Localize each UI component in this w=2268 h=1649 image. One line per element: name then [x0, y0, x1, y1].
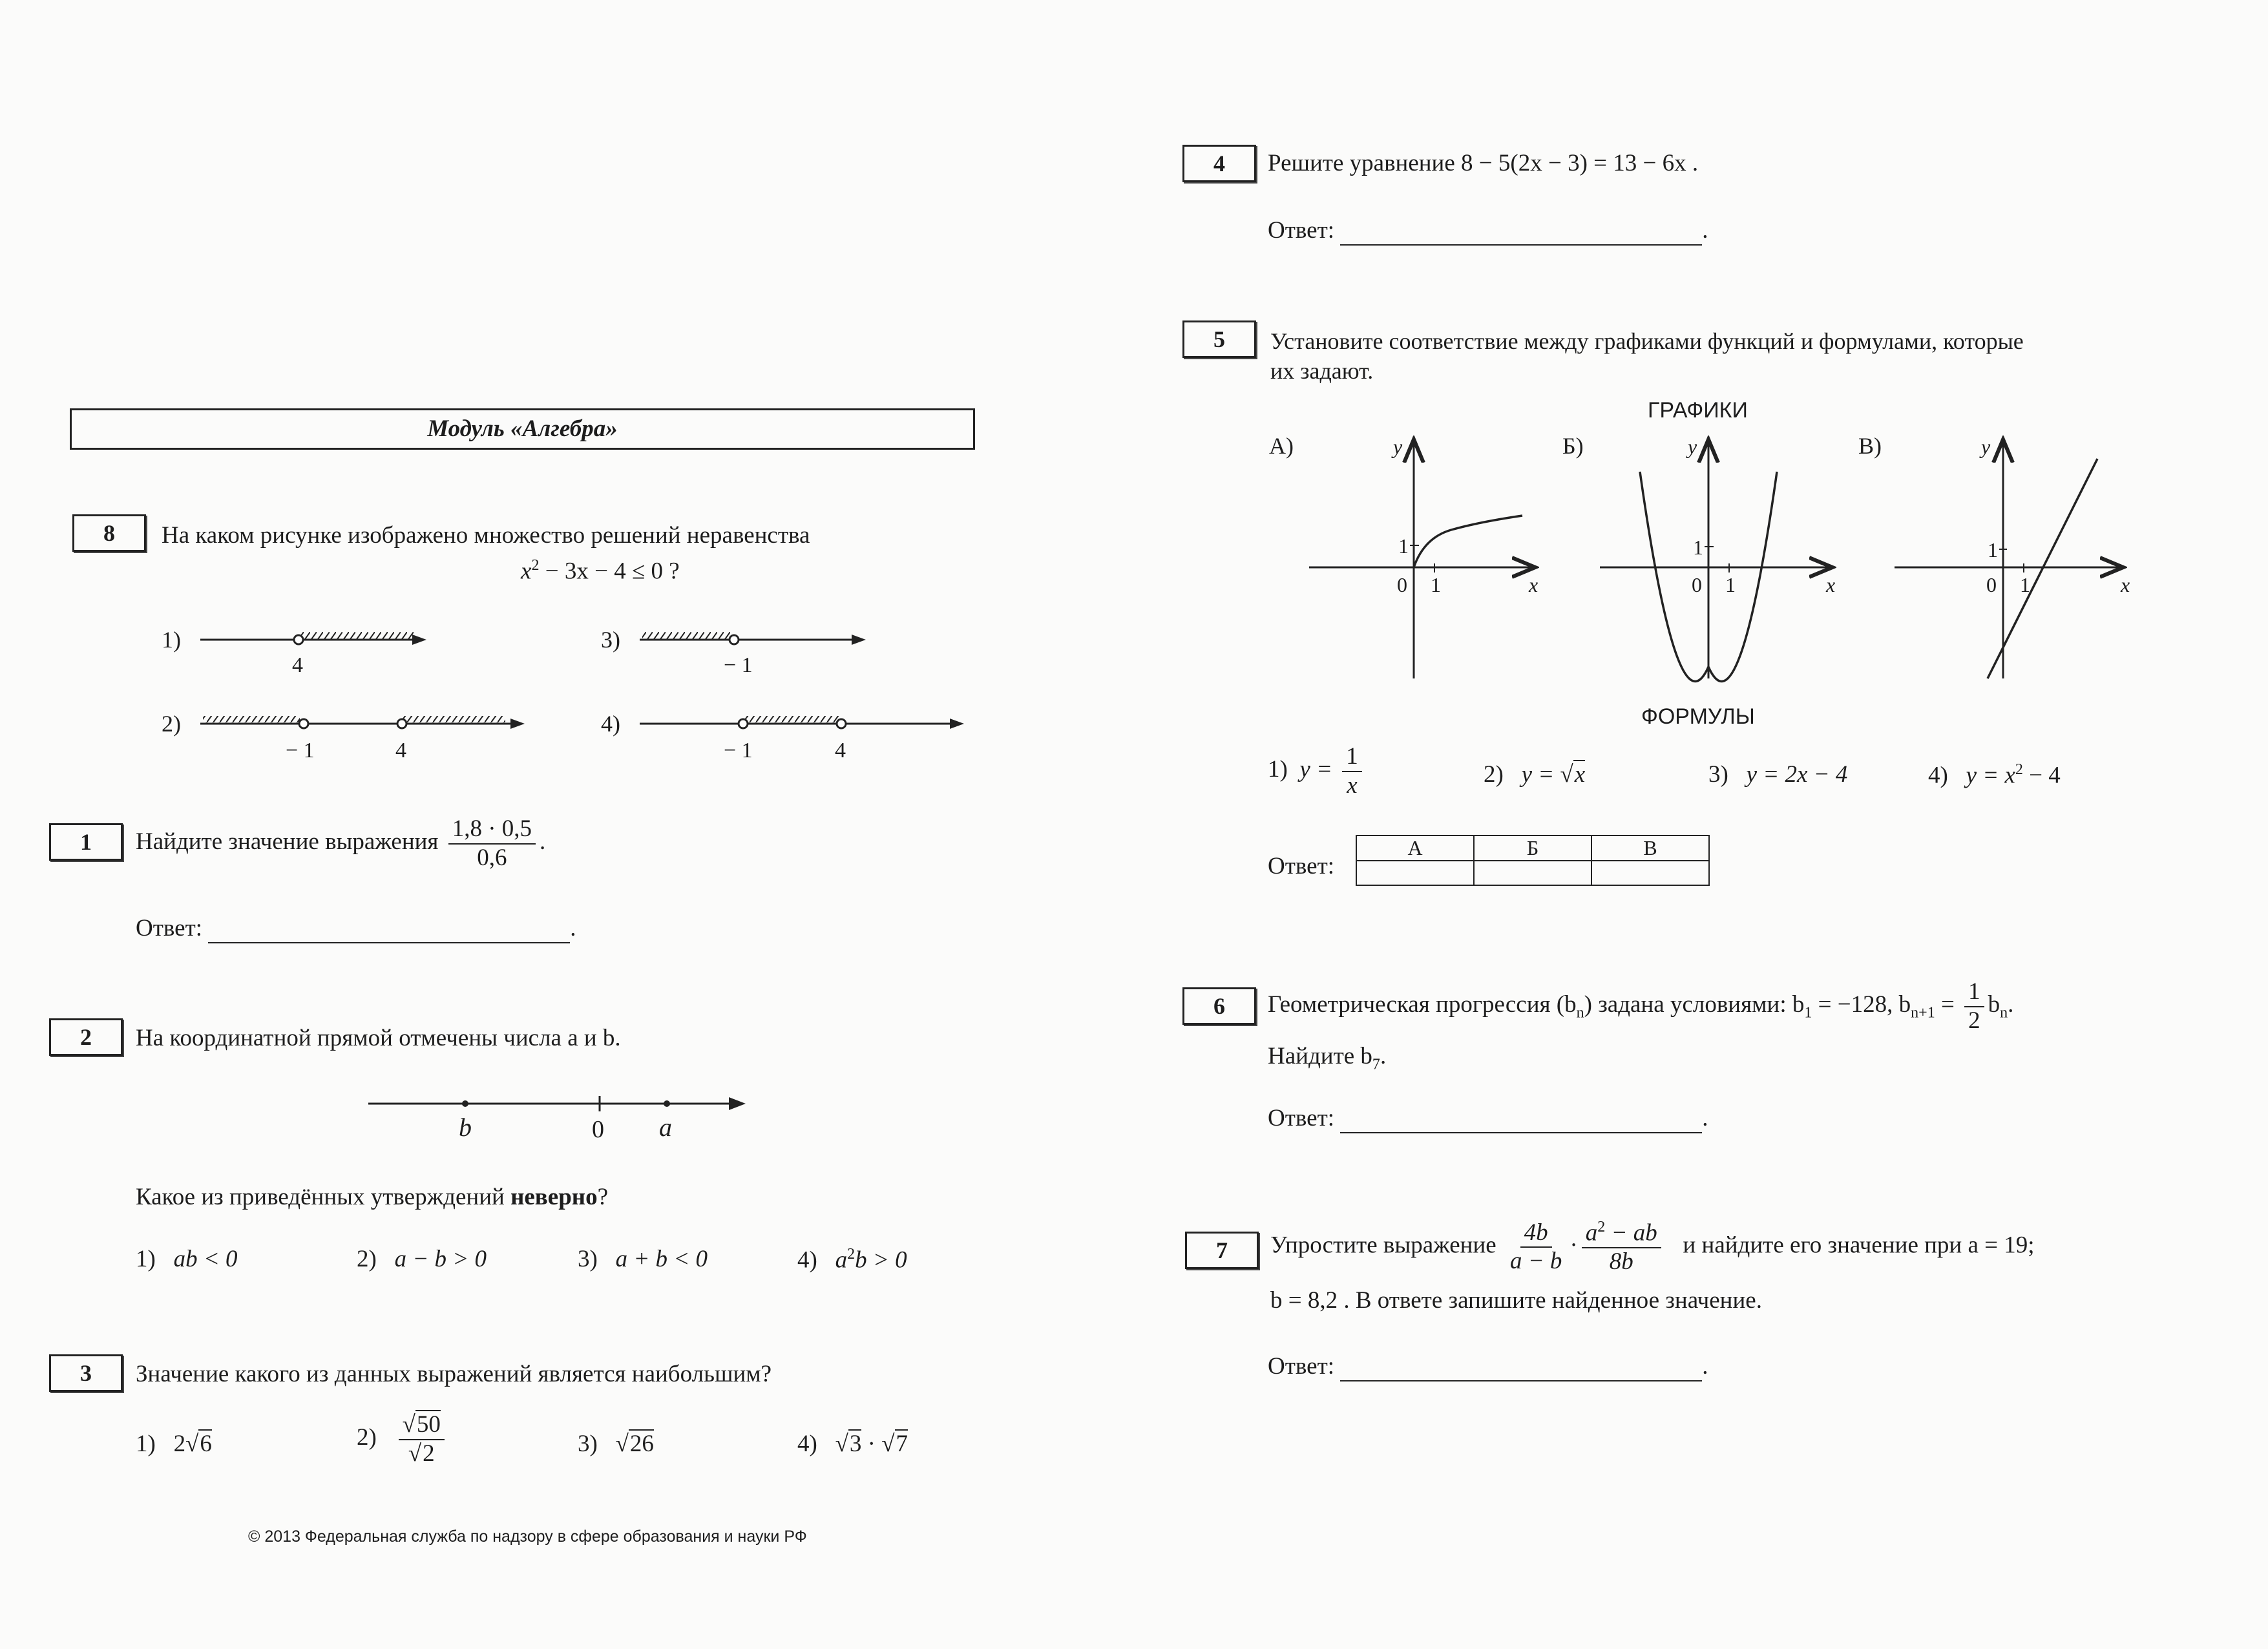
task1-fraction: $\frac{1,8 \cdot 0,5}{0,6}$	[448, 815, 536, 872]
task8-inequality: $x^2 - 3x - 4 \le 0$ ?	[521, 557, 680, 585]
graph-b-label: Б)	[1562, 433, 1584, 459]
opt8-1-label: 1)	[162, 627, 181, 653]
task4-text: Решите уравнение 8 − 5(2x − 3) = 13 − 6x .	[1268, 150, 1699, 176]
task7-line: Упростите выражение $\frac{4b}{a - b}$ · $\frac{a^2 - ab}{8b}$ и найдите его значение при a = 19;	[1270, 1219, 2035, 1275]
opt8-2-point-b: 4	[395, 739, 406, 762]
graph-a-one-x: 1	[1431, 573, 1441, 596]
task2-opt1: 1) ab < 0	[136, 1246, 238, 1272]
task3-opt2: 2) $\frac{√50}{√2}$	[357, 1411, 448, 1467]
point-0-label: 0	[592, 1116, 604, 1143]
answer-cell-a[interactable]	[1356, 861, 1474, 885]
task-number-4: 4	[1182, 145, 1256, 182]
task3-opt1: 1) 2√6	[136, 1431, 212, 1457]
task8-number-lines	[149, 614, 982, 775]
task2-opt2: 2) a − b > 0	[357, 1246, 487, 1272]
opt8-3-label: 3)	[601, 627, 620, 653]
graph-b-y: y	[1688, 435, 1697, 458]
formula-2: 2) y = √x	[1484, 761, 1586, 788]
formula-4: 4) $y = x^2 - 4$	[1928, 761, 2061, 789]
task1-text: Найдите значение выражения	[136, 828, 439, 856]
module-header	[70, 408, 975, 450]
point-b-label: b	[459, 1113, 472, 1142]
task6-answer: Ответ: .	[1268, 1104, 1708, 1133]
graph-c-zero: 0	[1986, 573, 1997, 596]
task4-answer: Ответ: .	[1268, 216, 1708, 246]
graph-c-x: x	[2121, 573, 2130, 596]
footer-copyright: © 2013 Федеральная служба по надзору в сфере образования и науки РФ	[248, 1528, 807, 1546]
table-header-c: В	[1591, 835, 1709, 861]
graph-b-one-y: 1	[1693, 536, 1703, 559]
formula-1: 1) y = $\frac{1}{x}$	[1268, 743, 1366, 799]
task2-text: На координатной прямой отмечены числа a и b.	[136, 1025, 621, 1051]
task-number-3: 3	[49, 1354, 123, 1392]
graph-c-one-y: 1	[1988, 538, 1998, 562]
task2-opt4: 4) $a^2b > 0$	[797, 1246, 907, 1274]
task-number-5: 5	[1182, 320, 1256, 358]
opt8-4-point-a: − 1	[724, 739, 753, 762]
graph-b-x: x	[1826, 573, 1836, 596]
task7-line2: b = 8,2 . В ответе запишите найденное значение.	[1270, 1287, 1762, 1314]
graph-c-one-x: 1	[2020, 573, 2030, 596]
answer-cell-c[interactable]	[1591, 861, 1709, 885]
task3-opt3: 3) √26	[578, 1431, 654, 1457]
task2-number-line	[362, 1078, 762, 1149]
task5-graphs	[1264, 426, 2143, 685]
formula-3: 3) y = 2x − 4	[1708, 761, 1848, 788]
task7-answer: Ответ: .	[1268, 1352, 1708, 1381]
graph-a-x: x	[1529, 573, 1538, 596]
task8-text: На каком рисунке изображено множество решений неравенства	[162, 522, 810, 549]
task3-text: Значение какого из данных выражений является наибольшим?	[136, 1361, 772, 1387]
task1-answer-field[interactable]	[208, 918, 570, 943]
task-number-1: 1	[49, 823, 123, 861]
table-header-a: А	[1356, 835, 1474, 861]
task7-answer-field[interactable]	[1340, 1356, 1702, 1381]
task4-answer-field[interactable]	[1340, 220, 1702, 246]
task2-question: Какое из приведённых утверждений неверно?	[136, 1184, 609, 1210]
task2-opt3: 3) a + b < 0	[578, 1246, 708, 1272]
graph-a-zero: 0	[1397, 573, 1407, 596]
task5-answer-label: Ответ:	[1268, 853, 1335, 879]
task1-line: Найдите значение выражения $\frac{1,8 \cdot 0,5}{0,6}$ .	[136, 815, 546, 871]
table-header-b: Б	[1474, 835, 1591, 861]
opt8-1-point: 4	[292, 653, 303, 677]
task-number-8: 8	[72, 514, 146, 552]
graph-b-zero: 0	[1692, 573, 1702, 596]
opt8-2-point-a: − 1	[286, 739, 315, 762]
graph-a-y: y	[1393, 435, 1403, 458]
graph-c-y: y	[1981, 435, 1991, 458]
graph-a-label: А)	[1269, 433, 1294, 459]
task6-line: Геометрическая прогрессия $(b_n)$ задана условиями: $b_1 = -128$, $b_{n+1}$ = $\frac{1}{2}$ $b_n$.	[1268, 978, 2014, 1034]
module-title: Модуль «Алгебра»	[427, 415, 618, 442]
opt8-3-point: − 1	[724, 653, 753, 677]
graph-b-one-x: 1	[1725, 573, 1736, 596]
task5-text: Установите соответствие между графиками функций и формулами, которые	[1270, 328, 2024, 354]
task1-answer: Ответ: .	[136, 914, 576, 943]
task-number-7: 7	[1185, 1232, 1259, 1269]
opt8-4-point-b: 4	[835, 739, 846, 762]
task3-opt4: 4) √3 · √7	[797, 1431, 908, 1457]
task5-answer-table	[1356, 835, 1710, 886]
graph-c-label: В)	[1858, 433, 1882, 459]
graphs-title: ГРАФИКИ	[1648, 398, 1748, 423]
task-number-6: 6	[1182, 987, 1256, 1025]
task-number-2: 2	[49, 1018, 123, 1056]
task6-answer-field[interactable]	[1340, 1108, 1702, 1133]
answer-cell-b[interactable]	[1474, 861, 1591, 885]
opt8-2-label: 2)	[162, 711, 181, 737]
task6-find: Найдите $b_7$.	[1268, 1043, 1387, 1073]
graph-a-one-y: 1	[1398, 534, 1409, 558]
formulas-title: ФОРМУЛЫ	[1641, 704, 1755, 729]
opt8-4-label: 4)	[601, 711, 620, 737]
task5-text2: их задают.	[1270, 358, 1374, 384]
point-a-label: a	[659, 1113, 672, 1142]
